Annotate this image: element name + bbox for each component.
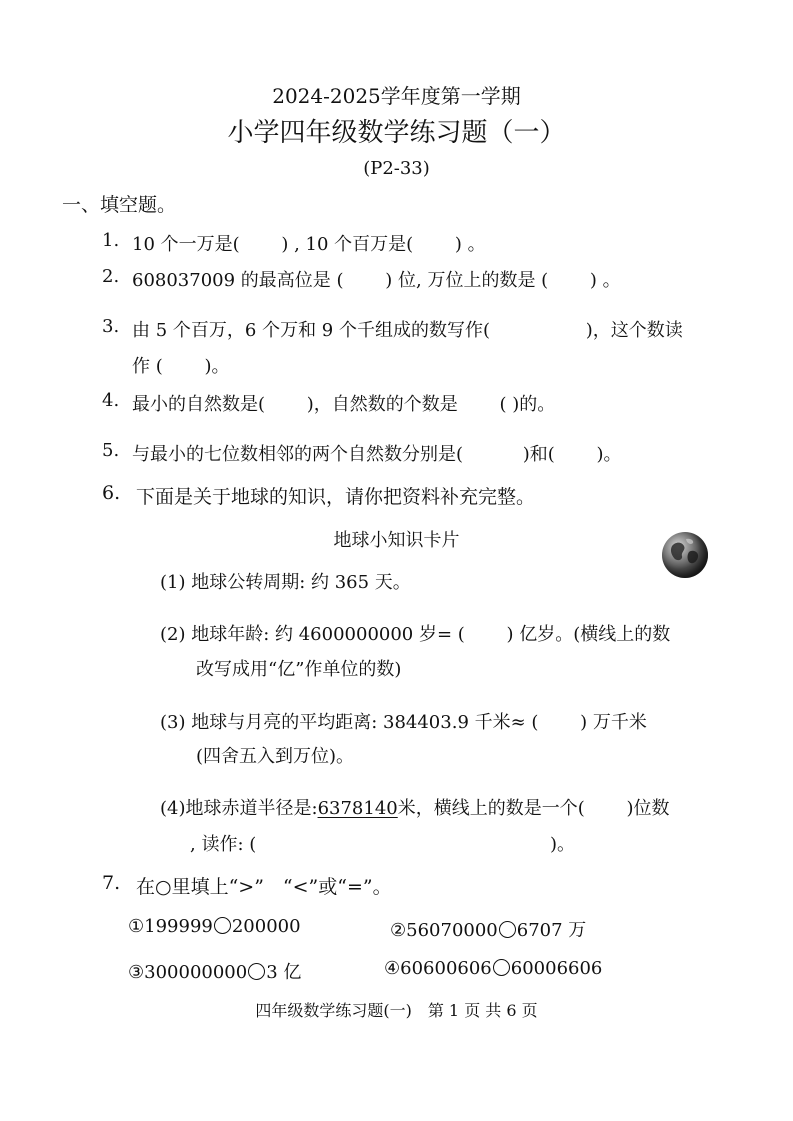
question-number: 3. [102,316,120,337]
card-item-4-suffix: 米，横线上的数是一个( )位数 [397,798,670,819]
comparison-2 [390,916,586,942]
question-text: 10 个一万是( ) , 10 个百万是( ) 。 [132,234,486,255]
card-item-2-line2: 改写成用“亿”作单位的数) [196,659,402,680]
card-item-2-line1: (2) 地球年龄: 约 4600000000 岁= ( ) 亿岁。(横线上的数 [160,624,671,645]
page-title: 小学四年级数学练习题（一） [227,118,566,148]
question-number: 2. [102,266,120,287]
answer-circle-icon[interactable] [248,963,265,980]
comparison-left: ②56070000 [390,920,498,941]
underlined-number: 6378140 [317,798,398,819]
earth-globe-icon [662,532,708,578]
card-item-4-prefix: (4)地球赤道半径是: [160,798,318,819]
question-text-line1: 由 5 个百万，6 个万和 9 个千组成的数写作( )，这个数读 [132,320,683,341]
card-item-3-line2: (四舍五入到万位)。 [196,746,355,767]
comparison-3 [128,958,301,984]
comparison-left: ③300000000 [128,962,248,983]
comparison-1 [128,916,301,937]
comparison-left: ④60600606 [384,958,492,979]
question-text: 与最小的七位数相邻的两个自然数分别是( )和( )。 [132,444,622,465]
question-number: 7. [102,872,121,894]
question-number: 6. [102,482,121,504]
question-number: 4. [102,390,120,411]
question-number: 1. [102,230,120,251]
card-item-3-line1: (3) 地球与月亮的平均距离: 384403.9 千米≈ ( ) 万千米 [160,712,647,733]
question-text-line2: 作 ( )。 [132,356,230,377]
comparison-4 [384,958,602,979]
comparison-right: 3 亿 [266,962,302,983]
answer-circle-icon[interactable] [499,921,516,938]
question-text: 最小的自然数是( )，自然数的个数是 ( )的。 [132,394,556,415]
card-title: 地球小知识卡片 [333,530,460,551]
comparison-right: 200000 [231,916,301,937]
question-text: 下面是关于地球的知识，请你把资料补充完整。 [136,486,536,508]
question-number: 5. [102,440,120,461]
page-footer: 四年级数学练习题(一) 第 1 页 共 6 页 [255,1001,538,1020]
card-item-4-line1 [160,794,670,820]
question-text: 在○里填上“>” “<”或“=”。 [136,876,392,898]
page-range: (P2-33) [363,158,430,179]
question-text: 608037009 的最高位是 ( ) 位, 万位上的数是 ( ) 。 [132,270,621,291]
term-label: 2024-2025学年度第一学期 [272,84,521,108]
section-heading: 一、填空题。 [62,194,177,216]
card-item-1: (1) 地球公转周期: 约 365 天。 [160,572,411,593]
comparison-right: 60006606 [510,958,603,979]
answer-circle-icon[interactable] [214,917,231,934]
comparison-left: ①199999 [128,916,213,937]
answer-circle-icon[interactable] [493,959,510,976]
card-item-4-line2: , 读作: ( )。 [190,834,575,855]
comparison-right: 6707 万 [516,920,587,941]
